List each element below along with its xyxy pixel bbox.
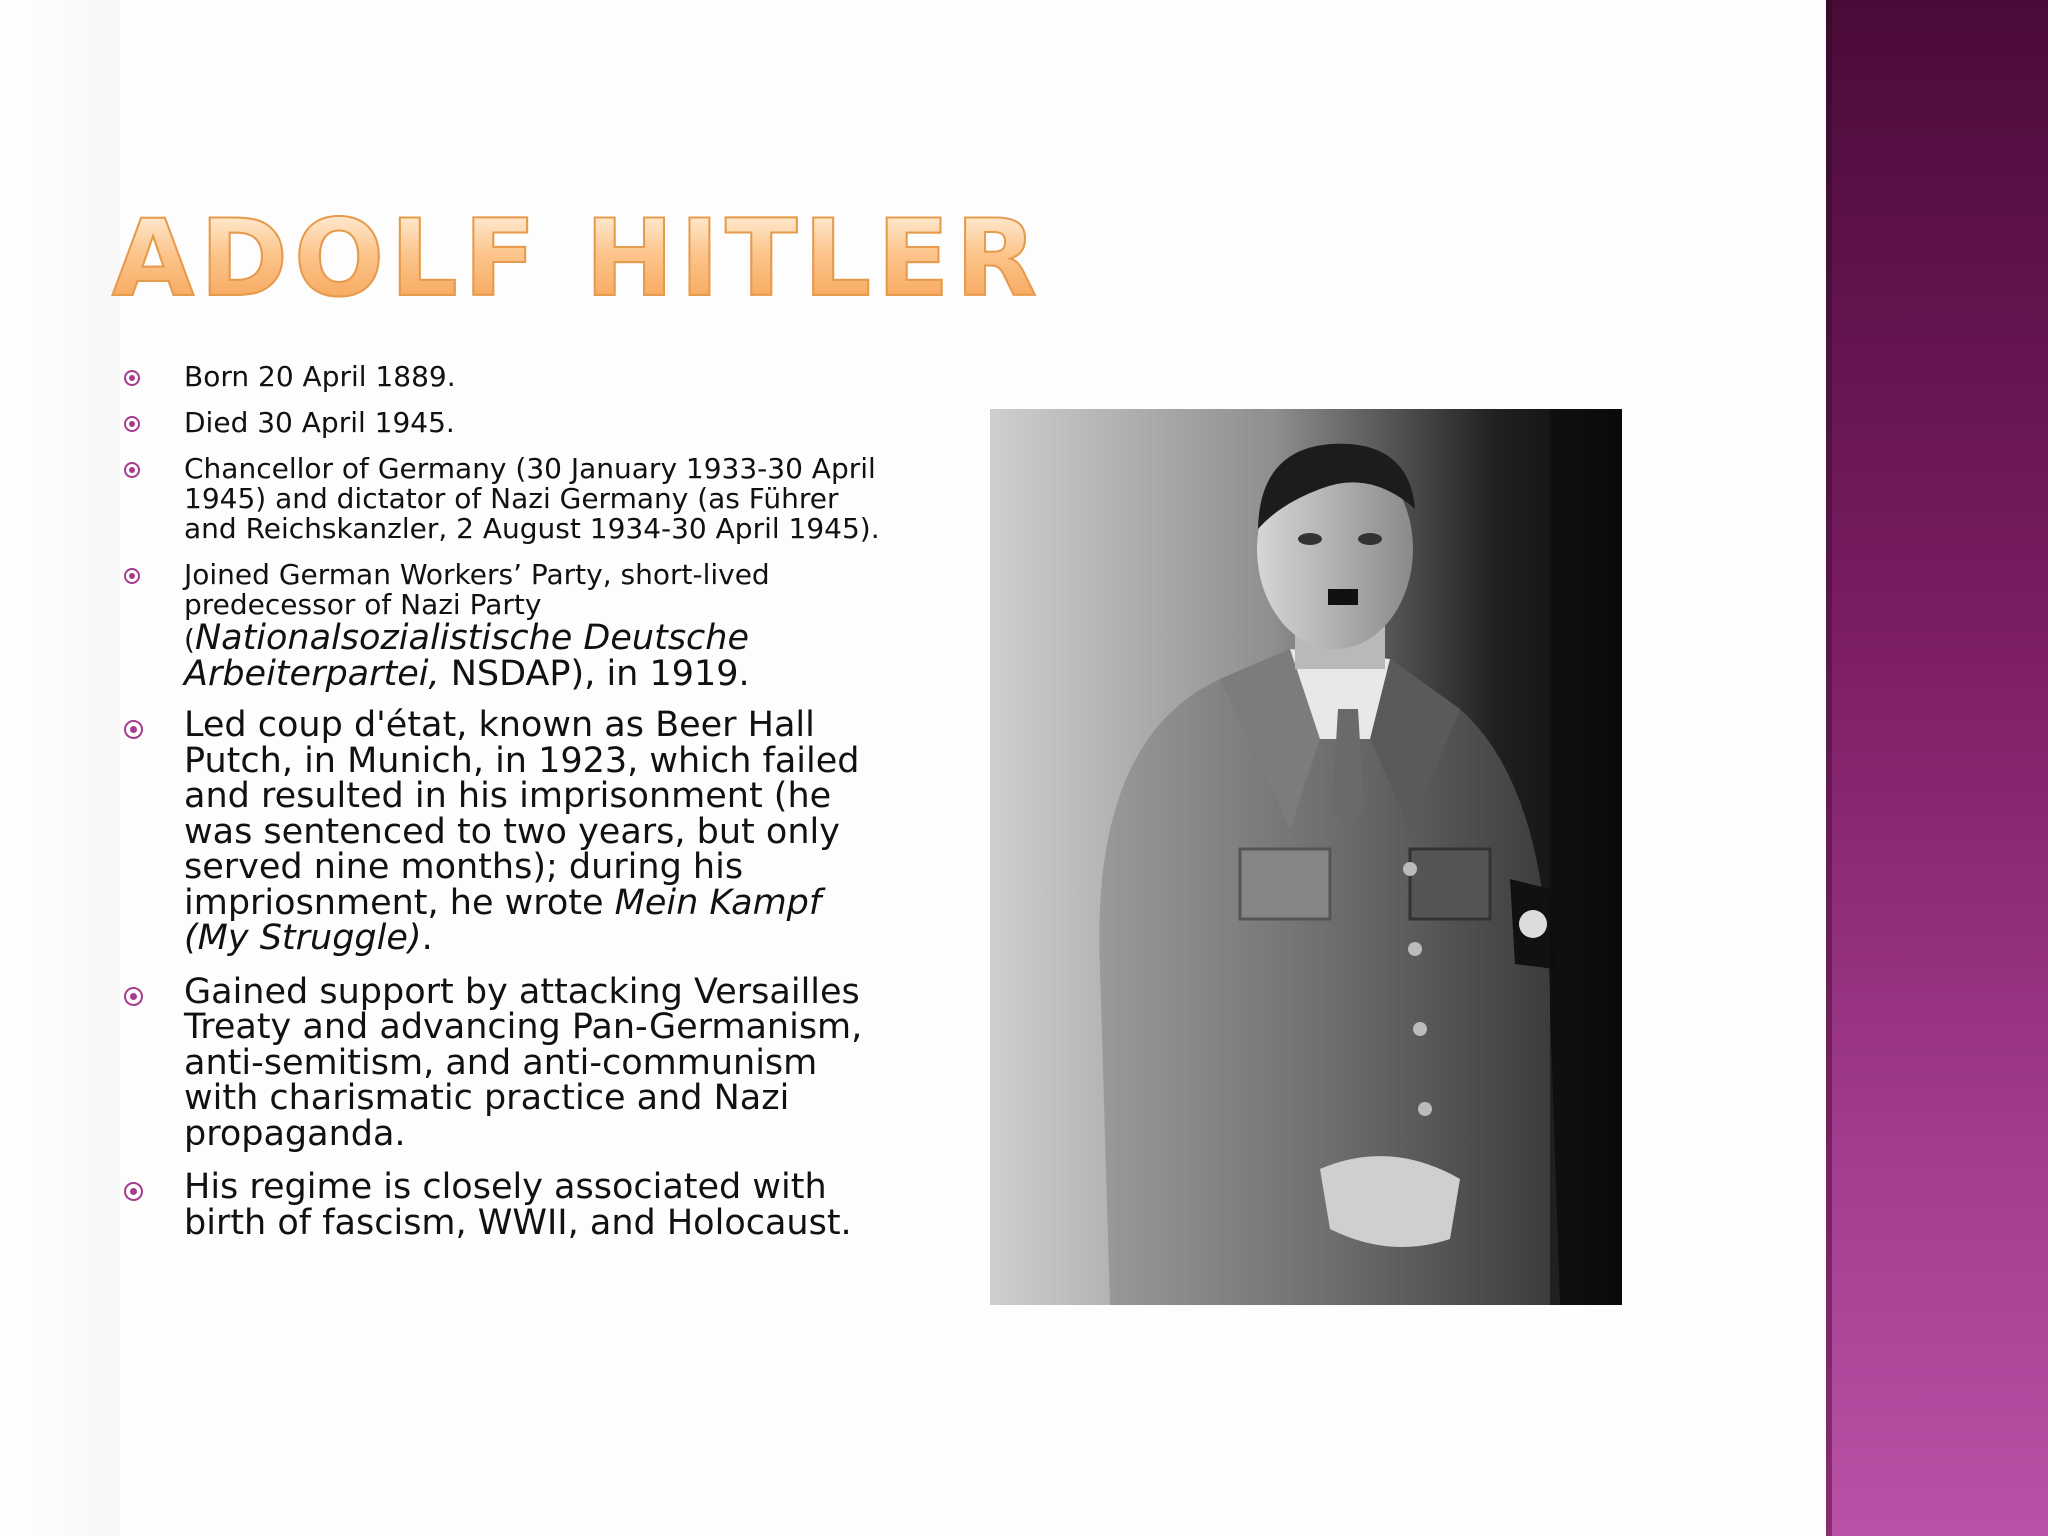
bullet-text: .	[421, 918, 433, 958]
slide-title: ADOLF HITLER	[112, 197, 1044, 320]
bullet-item-born	[120, 362, 880, 392]
bullet-item-support	[120, 971, 880, 1154]
bullet-item-chancellor	[120, 454, 880, 544]
bullet-text-italic: Mein Kampf (My Struggle)	[184, 882, 822, 958]
bullet-text: NSDAP), in 1919.	[439, 654, 750, 694]
bullet-text: Chancellor of Germany (30 January 1933-30 April 1945) and dictator of Nazi Germany (as Führer and Reichskanzler, 2 August 1934-30 April 1945).	[184, 452, 880, 545]
bullet-item-regime	[120, 1167, 880, 1243]
bullet-text: Born 20 April 1889.	[184, 360, 456, 393]
bullet-text: Led coup d'état, known as Beer Hall Putch, in Munich, in 1923, which failed and resulted in his imprisonment (he was sentenced to two years, but only served nine months); during his impriosnment, he wrote	[184, 705, 860, 923]
decorative-side-band	[1826, 0, 2048, 1536]
bullet-icon	[124, 370, 140, 386]
bullet-item-party	[120, 560, 880, 692]
left-shade	[0, 0, 120, 1536]
bullet-icon	[124, 462, 140, 478]
bullet-list	[120, 362, 880, 1259]
portrait-photo	[990, 409, 1622, 1305]
bullet-item-died	[120, 408, 880, 438]
bullet-icon	[124, 987, 143, 1006]
bullet-icon	[124, 1182, 143, 1201]
bullet-text-italic: Nationalsozialistische Deutsche Arbeiterpartei,	[184, 618, 750, 694]
bullet-text: Gained support by attacking Versailles Treaty and advancing Pan-Germanism, anti-semitism, and anti-communism with charismatic practice and Nazi propaganda.	[184, 971, 863, 1154]
bullet-icon	[124, 568, 140, 584]
bullet-icon	[124, 416, 140, 432]
bullet-text: Joined German Workers’ Party, short-lived predecessor of Nazi Party (	[184, 558, 770, 656]
bullet-icon	[124, 720, 143, 739]
bullet-text: His regime is closely associated with birth of fascism, WWII, and Holocaust.	[184, 1167, 852, 1243]
portrait-photo-icon	[990, 409, 1622, 1305]
bullet-item-coup	[120, 705, 880, 958]
bullet-text: Died 30 April 1945.	[184, 406, 455, 439]
